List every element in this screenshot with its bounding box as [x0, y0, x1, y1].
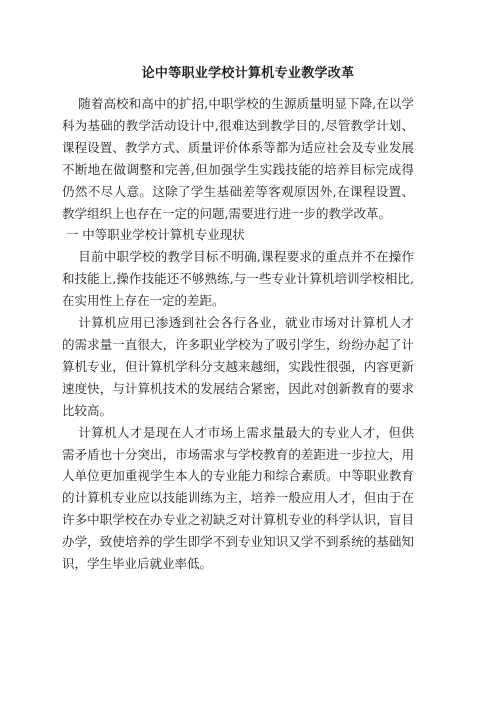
section-heading: 一 中等职业学校计算机专业现状: [65, 227, 245, 243]
paragraph-computer-applications: 计算机应用已渗透到社会各行各业，就业市场对计算机人才的需求量一直很大，许多职业学校为了吸引学生，纷纷办起了计算机专业，但计算机学科分支越来越细，实践性很强，内容更新速度快，与计算机技术的发展结合紧密，因此对创新教育的要求比较高。: [62, 315, 414, 418]
document-title: 论中等职业学校计算机专业教学改革: [141, 66, 355, 81]
paragraph-talent-market: 计算机人才是现在人才市场上需求量最大的专业人才，但供需矛盾也十分突出，市场需求与学校教育的差距进一步拉大，用人单位更加重视学生本人的专业能力和综合素质。中等职业教育的计算机专业应以技能训练为主，培养一般应用人才，但由于在许多中职学校在办专业之初缺乏对计算机专业的科学认识，盲目办学，致使培养的学生即学不到专业知识又学不到系统的基础知识，学生毕业后就业率低。: [62, 424, 414, 572]
paragraph-teaching-goals: 目前中职学校的教学目标不明确,课程要求的重点并不在操作和技能上,操作技能还不够熟练,与一些专业计算机培训学校相比,在实用性上存在一定的差距。: [62, 249, 414, 309]
paragraph-intro: 随着高校和高中的扩招,中职学校的生源质量明显下降,在以学科为基础的教学活动设计中,很难达到教学目的,尽管教学计划、课程设置、教学方式、质量评价体系等都为适应社会及专业发展不断地在做调整和完善,但加强学生实践技能的培养目标完成得仍然不尽人意。这除了学生基础差等客观原因外,在课程设置、教学组织上也存在一定的问题,需要进行进一步的教学改革。: [62, 96, 414, 221]
document-body: [62, 93, 414, 575]
